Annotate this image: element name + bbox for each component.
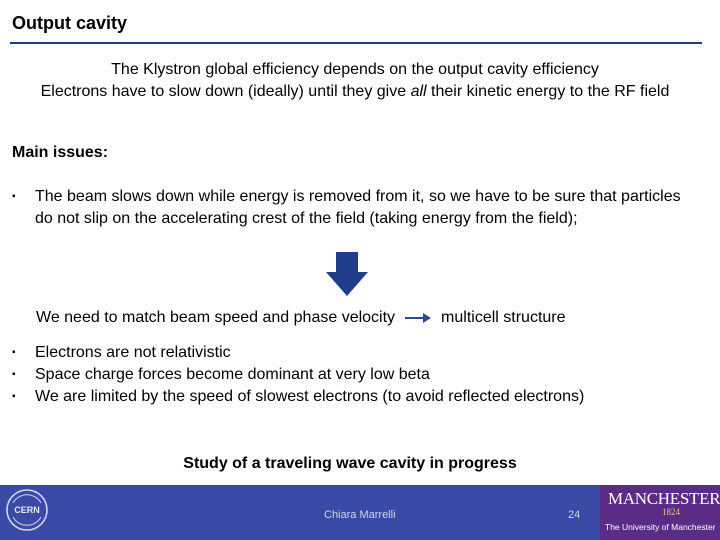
title-divider: [10, 42, 702, 44]
author-name: Chiara Marrelli: [324, 509, 396, 521]
intro-line-1: The Klystron global efficiency depends on the output cavity efficiency: [111, 61, 599, 78]
intro-line-2-start: Electrons have to slow down (ideally) until they give: [40, 83, 411, 100]
intro-line-2: [20, 81, 690, 103]
issue-text: The beam slows down while energy is removed from it, so we have to be sure that particles do not slip on the accelerating crest of the field (taking energy from the field);: [35, 188, 681, 227]
page-number: 24: [568, 509, 581, 521]
issue-text: Electrons are not relativistic: [35, 344, 231, 361]
intro-line-2-end: their kinetic energy to the RF field: [426, 83, 670, 100]
right-arrow-icon: [405, 313, 431, 323]
intro-emphasis: all: [410, 83, 427, 100]
match-left-text: We need to match beam speed and phase velocity: [36, 309, 396, 326]
bullet-icon: ▪: [12, 191, 16, 202]
list-item: [10, 364, 690, 386]
main-issues-heading: Main issues:: [12, 144, 109, 161]
cern-logo-icon: [4, 487, 50, 533]
issue-list-1: [10, 186, 690, 230]
manchester-logo: [600, 485, 720, 540]
list-item: [10, 386, 690, 408]
bullet-icon: ▪: [12, 369, 16, 380]
manchester-logo-tagline: The University of Manchester: [605, 522, 716, 532]
study-statement: Study of a traveling wave cavity in progress: [183, 455, 517, 472]
issue-list-2: [10, 342, 690, 408]
bullet-icon: ▪: [12, 391, 16, 402]
match-right-text: multicell structure: [441, 309, 566, 326]
issue-text: We are limited by the speed of slowest electrons (to avoid reflected electrons): [35, 388, 585, 405]
manchester-logo-name: MANCHESTER: [608, 489, 720, 508]
list-item: [10, 186, 690, 230]
cern-logo-text: CERN: [14, 505, 40, 515]
down-arrow-icon: [326, 252, 368, 296]
manchester-logo-year: 1824: [662, 507, 680, 517]
issue-text: Space charge forces become dominant at very low beta: [35, 366, 430, 383]
bullet-icon: ▪: [12, 347, 16, 358]
slide-title: Output cavity: [12, 13, 128, 33]
match-statement: [36, 307, 566, 329]
intro-text: [20, 59, 690, 103]
list-item: [10, 342, 690, 364]
